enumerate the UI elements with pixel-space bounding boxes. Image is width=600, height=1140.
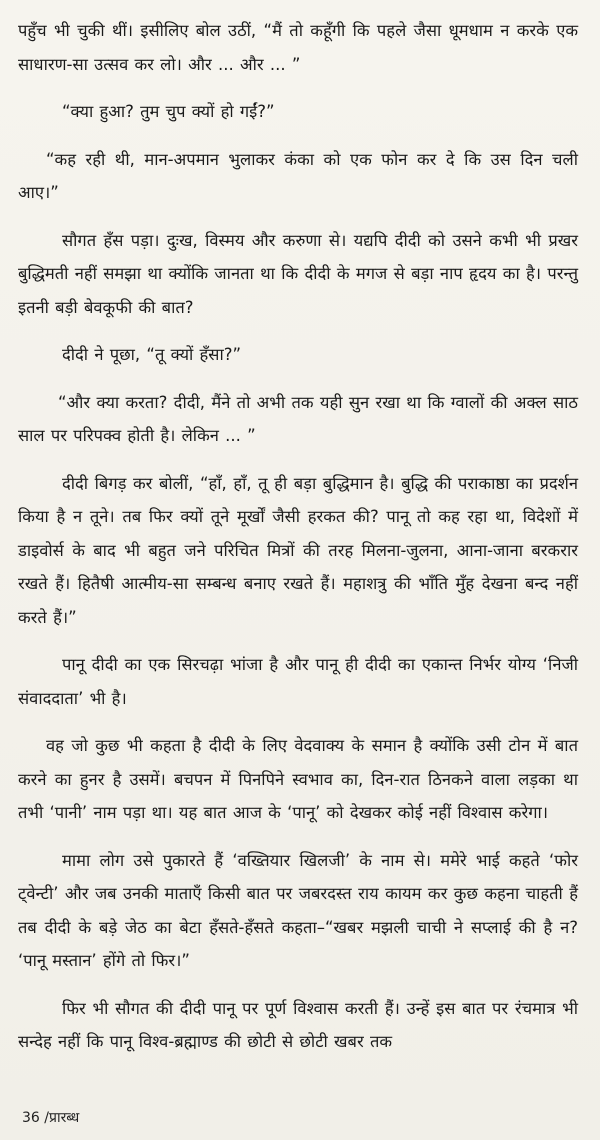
paragraph-3: “कह रही थी, मान-अपमान भुलाकर कंका को एक फोन कर दे कि उस दिन चली आए।” <box>18 149 578 202</box>
paragraph-1: पहुँच भी चुकी थीं। इसीलिए बोल उठीं, “मैं तो कहूँगी कि पहले जैसा धूमधाम न करके एक साधारण-सा उत्सव कर लो। और ... और ... ” <box>18 21 578 74</box>
paragraph-4: सौगत हँस पड़ा। दुःख, विस्मय और करुणा से। यद्यपि दीदी को उसने कभी भी प्रखर बुद्धिमती नहीं समझा था क्योंकि जानता था कि दीदी के मगज से बड़ा नाप हृदय का है। परन्तु इतनी बड़ी बेवकूफी की बात? <box>18 230 578 317</box>
paragraph-5: दीदी ने पूछा, “तू क्यों हँसा?” <box>62 345 242 364</box>
paragraph-11: फिर भी सौगत की दीदी पानू पर पूर्ण विश्वास करती हैं। उन्हें इस बात पर रंचमात्र भी सन्देह नहीं कि पानू विश्व-ब्रह्माण्ड की छोटी से छोटी खबर तक <box>18 998 578 1051</box>
page-number-footer: 36 /प्रारब्ध <box>22 1110 80 1126</box>
paragraph-2: “क्या हुआ? तुम चुप क्यों हो गईं?” <box>62 102 275 121</box>
paragraph-8: पानू दीदी का एक सिरचढ़ा भांजा है और पानू ही दीदी का एकान्त निर्भर योग्य ‘निजी संवाददाता’ भी है। <box>18 655 578 708</box>
paragraph-7: दीदी बिगड़ कर बोलीं, “हाँ, हाँ, तू ही बड़ा बुद्धिमान है। बुद्धि की पराकाष्ठा का प्रदर्शन किया है न तूने। तब फिर क्यों तूने मूर्खों जैसी हरकत की? पानू तो कह रहा था, विदेशों में डाइवोर्स के बाद भी बहुत जने परिचित मित्रों की तरह मिलना-जुलना, आना-जाना बरकरार रखते हैं। हितैषी आत्मीय-सा सम्बन्ध बनाए रखते हैं। महाशत्रु की भाँति मुँह देखना बन्द नहीं करते हैं।” <box>18 473 578 627</box>
paragraph-9: वह जो कुछ भी कहता है दीदी के लिए वेदवाक्य के समान है क्योंकि उसी टोन में बात करने का हुनर है उसमें। बचपन में पिनपिने स्वभाव का, दिन-रात ठिनकने वाला लड़का था तभी ‘पानी’ नाम पड़ा था। यह बात आज के ‘पानू’ को देखकर कोई नहीं विश्वास करेगा। <box>18 736 578 822</box>
paragraph-6: “और क्या करता? दीदी, मैंने तो अभी तक यही सुन रखा था कि ग्वालों की अक्ल साठ साल पर परिपक्व होती है। लेकिन ... ” <box>18 392 578 445</box>
paragraph-10: मामा लोग उसे पुकारते हैं ‘वख्तियार खिलजी’ के नाम से। ममेरे भाई कहते ‘फोर ट्वेन्टी’ और जब उनकी माताएँ किसी बात पर जबरदस्त राय कायम कर कुछ कहना चाहती हैं तब दीदी के बड़े जेठ का बेटा हँसते-हँसते कहता–“खबर मझली चाची ने सप्लाई की है न? ‘पानू मस्तान’ होंगे तो फिर।” <box>18 850 578 970</box>
